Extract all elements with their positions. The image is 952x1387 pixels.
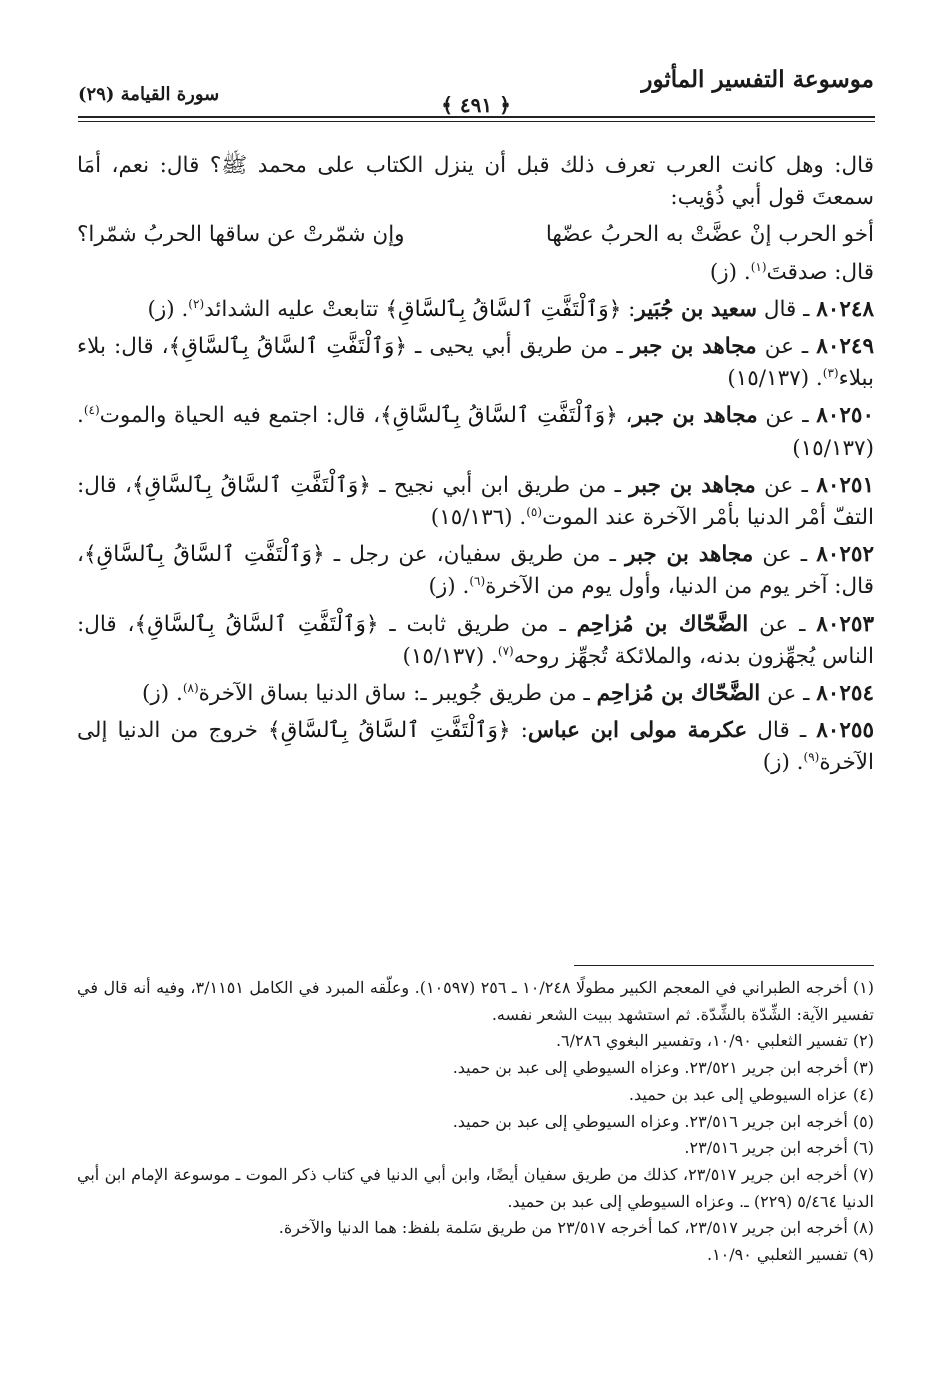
intro-paragraph bbox=[77, 150, 874, 214]
entry-text: خروج من الدنيا إلى الآخرة bbox=[77, 718, 874, 776]
narrator-name: مجاهد بن جبر bbox=[632, 403, 758, 429]
quran-verse: ﴿وَٱلْتَفَّتِ ٱلسَّاقُ بِٱلسَّاقِ﴾ bbox=[134, 611, 379, 637]
footnote-ref[interactable]: (٩) bbox=[803, 750, 820, 765]
poem-verse bbox=[77, 219, 874, 251]
poem-second-hemistich: وإن شمّرتْ عن ساقها الحربُ شمّرا؟ bbox=[77, 222, 405, 248]
chain-text: ـ من طريق ابن أبي نجيح ـ bbox=[370, 472, 630, 498]
narrator-name: الضَّحّاك بن مُزاحِم bbox=[596, 681, 761, 707]
quran-verse: ﴿وَٱلْتَفَّتِ ٱلسَّاقُ بِٱلسَّاقِ﴾ bbox=[131, 472, 371, 498]
entry bbox=[77, 539, 874, 603]
entry-number: ٨٠٢٥٠ bbox=[816, 403, 874, 429]
entry-text: ساق الدنيا بساق الآخرة bbox=[198, 681, 407, 707]
narrator-name: مجاهد بن جبر bbox=[630, 334, 757, 360]
entry-lead: ـ عن bbox=[755, 472, 817, 498]
quran-verse: ﴿وَٱلْتَفَّتِ ٱلسَّاقُ بِٱلسَّاقِ﴾ bbox=[83, 542, 325, 568]
footnotes bbox=[77, 975, 874, 1269]
entry-number: ٨٠٢٤٩ bbox=[816, 334, 875, 360]
footnote-ref[interactable]: (١) bbox=[750, 259, 767, 274]
intro-conclusion bbox=[77, 257, 874, 289]
footnote: (١) أخرجه الطبراني في المعجم الكبير مطولًا ١٠/٢٤٨ ـ ٢٥٦ (١٠٥٩٧). وعلّقه المبرد في الكامل ٣/١١٥١، وفيه أنه قال في تفسير الآية: الشِّدّة بالشِّدّة. ثم استشهد ببيت الشعر نفسه. bbox=[77, 978, 875, 1024]
footnote: (٣) أخرجه ابن جرير ٢٣/٥٢١. وعزاه السيوطي إلى عبد بن حميد. bbox=[452, 1058, 874, 1078]
intro-conclusion-text: قال: صدقتَ bbox=[766, 259, 874, 285]
footnote: (٤) عزاه السيوطي إلى عبد بن حميد. bbox=[628, 1084, 874, 1104]
entry bbox=[77, 331, 874, 395]
footnote: (٨) أخرجه ابن جرير ٢٣/٥١٧، كما أخرجه ٢٣/٥١٧ من طريق سَلمة بلفظ: هما الدنيا والآخرة. bbox=[278, 1218, 874, 1238]
footnote-ref[interactable]: (٢) bbox=[188, 296, 205, 311]
entry-source: . (١٥/١٣٧) bbox=[77, 403, 874, 461]
entry-source: . (ز) bbox=[147, 296, 189, 322]
quran-verse: ﴿وَٱلْتَفَّتِ ٱلسَّاقُ بِٱلسَّاقِ﴾ bbox=[267, 718, 511, 744]
entry-number: ٨٠٢٥١ bbox=[816, 472, 875, 498]
header-rule-bottom bbox=[78, 121, 875, 122]
book-title: موسوعة التفسير المأثور bbox=[641, 66, 874, 93]
entry-text: تتابعتْ عليه الشدائد bbox=[204, 296, 386, 322]
entry-lead: ـ عن bbox=[757, 403, 817, 429]
entry-lead: ـ قال bbox=[756, 296, 817, 322]
footnote-ref[interactable]: (٦) bbox=[469, 574, 486, 589]
entry bbox=[77, 678, 874, 710]
footnote-ref[interactable]: (٨) bbox=[182, 680, 199, 695]
entry-lead: ـ عن bbox=[760, 681, 817, 707]
entry-text: ، قال: آخر يوم من الدنيا، وأول يوم من الآخرة bbox=[77, 542, 874, 600]
quran-verse: ﴿وَٱلْتَفَّتِ ٱلسَّاقُ بِٱلسَّاقِ﴾ bbox=[380, 403, 618, 429]
narrator-name: الضَّحّاك بن مُزاحِم bbox=[576, 611, 749, 637]
intro-text: قال: وهل كانت العرب تعرف ذلك قبل أن ينزل الكتاب على محمد ﷺ؟ قال: نعم، أمَا سمعتَ قول أبي ذُؤيب: bbox=[77, 153, 874, 211]
surah-title: سورة القيامة (٢٩) bbox=[78, 84, 220, 105]
header-rule-top bbox=[78, 116, 875, 118]
entry-source: . (ز) bbox=[142, 681, 183, 707]
chain-text: ـ من طريق جُويبر ـ: bbox=[406, 681, 597, 707]
entry bbox=[77, 715, 874, 779]
chain-text: ـ من طريق سفيان، عن رجل ـ bbox=[324, 542, 626, 568]
narrator-name: مجاهد بن جبر bbox=[629, 472, 756, 498]
chain-text: ـ من طريق أبي يحيى ـ bbox=[407, 334, 631, 360]
intro-conclusion-tail: . (ز) bbox=[709, 259, 751, 285]
footnote: (٩) تفسير الثعلبي ١٠/٩٠. bbox=[706, 1245, 874, 1265]
footnote: (٥) أخرجه ابن جرير ٢٣/٥١٦. وعزاه السيوطي إلى عبد بن حميد. bbox=[452, 1111, 874, 1131]
entry-lead: ـ قال bbox=[747, 718, 817, 744]
entry bbox=[77, 470, 874, 534]
entry bbox=[77, 400, 874, 464]
entry-source: . (ز) bbox=[428, 574, 470, 600]
footnote-ref[interactable]: (٥) bbox=[526, 504, 543, 519]
poem-first-hemistich: أخو الحرب إنْ عضَّتْ به الحربُ عضّها bbox=[545, 222, 874, 248]
footnote: (٦) أخرجه ابن جرير ٢٣/٥١٦. bbox=[684, 1138, 874, 1158]
page-number: ﴿ ٤٩١ ﴾ bbox=[441, 93, 511, 117]
entry-lead: ـ عن bbox=[756, 334, 817, 360]
entry-number: ٨٠٢٥٢ bbox=[816, 542, 874, 568]
narrator-name: عكرمة مولى ابن عباس bbox=[527, 718, 748, 744]
entry-source: . (١٥/١٣٦) bbox=[430, 505, 527, 531]
entry bbox=[77, 294, 874, 326]
entry-source: . (ز) bbox=[762, 750, 804, 776]
main-text bbox=[77, 150, 874, 785]
footnote-ref[interactable]: (٧) bbox=[497, 643, 514, 658]
footnote-ref[interactable]: (٣) bbox=[822, 366, 839, 381]
entry-number: ٨٠٢٤٨ bbox=[816, 296, 874, 322]
narrator-name: مجاهد بن جبر bbox=[625, 542, 754, 568]
entry-text: ، قال: بلاء ببلاء bbox=[77, 334, 874, 392]
entry-source: . (١٥/١٣٧) bbox=[402, 643, 498, 669]
narrator-name: سعيد بن جُبَير bbox=[635, 296, 757, 322]
footnote: (٧) أخرجه ابن جرير ٢٣/٥١٧، كذلك من طريق سفيان أيضًا، وابن أبي الدنيا في كتاب ذكر الموت ـ موسوعة الإمام ابن أبي الدنيا ٥/٤٦٤ (٢٢٩) ـ. وعزاه السيوطي إلى عبد بن حميد. bbox=[77, 1164, 875, 1211]
entry-text: ، قال: التفّ أمْر الدنيا بأمْر الآخرة عند الموت bbox=[77, 472, 874, 531]
footnote-separator bbox=[574, 965, 874, 966]
entry-number: ٨٠٢٥٥ bbox=[816, 718, 874, 744]
entry-number: ٨٠٢٥٣ bbox=[816, 611, 875, 637]
entry-text: ، قال: اجتمع فيه الحياة والموت bbox=[99, 403, 381, 429]
entry-lead: ـ عن bbox=[748, 611, 817, 637]
footnote: (٢) تفسير الثعلبي ١٠/٩٠، وتفسير البغوي ٦/٢٨٦. bbox=[555, 1031, 874, 1051]
quran-verse: ﴿وَٱلْتَفَّتِ ٱلسَّاقُ بِٱلسَّاقِ﴾ bbox=[385, 296, 622, 322]
footnote-ref[interactable]: (٤) bbox=[83, 403, 100, 418]
entry-lead: ـ عن bbox=[753, 542, 817, 568]
quran-verse: ﴿وَٱلْتَفَّتِ ٱلسَّاقُ بِٱلسَّاقِ﴾ bbox=[168, 334, 407, 360]
chain-text: : bbox=[621, 296, 636, 322]
chain-text: ، bbox=[617, 403, 633, 429]
chain-text: : bbox=[510, 718, 528, 744]
entry-text: ، قال: الناس يُجهِّزون بدنه، والملائكة تُجهِّز روحه bbox=[77, 611, 874, 669]
entry-source: . (١٥/١٣٧) bbox=[727, 366, 823, 392]
entry bbox=[77, 609, 874, 673]
chain-text: ـ من طريق ثابت ـ bbox=[378, 611, 577, 637]
entry-number: ٨٠٢٥٤ bbox=[816, 681, 874, 707]
